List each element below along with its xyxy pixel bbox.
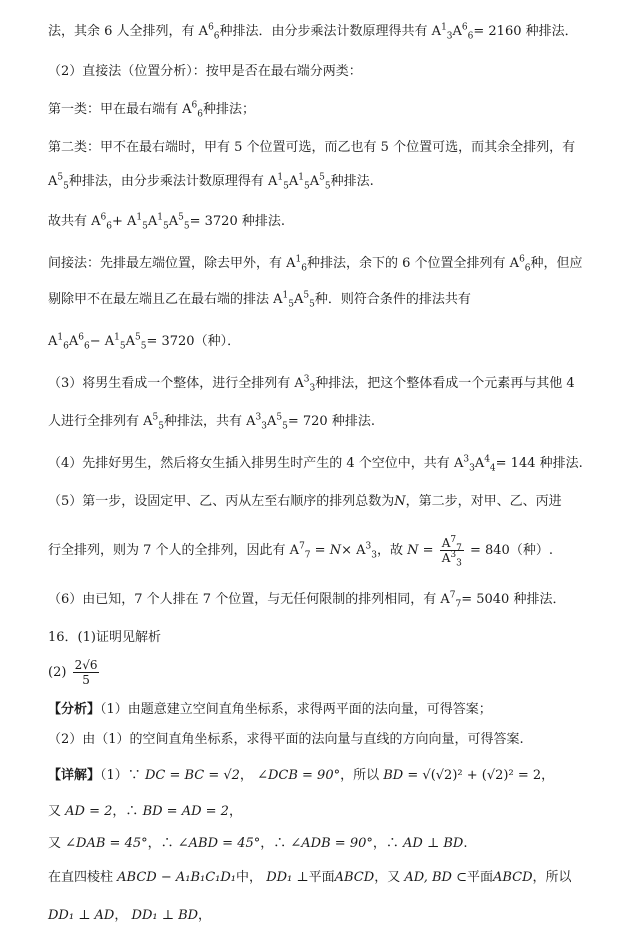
sup: 1 xyxy=(441,22,447,33)
text-seg: ， xyxy=(228,804,242,819)
math-expr: DC = BC = √2 xyxy=(144,768,240,783)
sup: 7 xyxy=(299,541,305,552)
text-line-6 xyxy=(48,212,610,232)
text-line-12 xyxy=(48,454,610,474)
sub: 5 xyxy=(119,341,126,352)
sub: 4 xyxy=(489,463,496,474)
sup: 1 xyxy=(282,290,289,301)
sub: 3 xyxy=(371,550,377,561)
text-line-1 xyxy=(48,22,610,42)
text-seg: A xyxy=(474,456,485,471)
text-line-8 xyxy=(48,290,610,310)
text-seg: A xyxy=(48,334,58,349)
text-seg: = 5040 种排法． xyxy=(461,592,566,607)
section-label: 【详解】 xyxy=(48,768,101,783)
math-expr: AD ⊥ BD xyxy=(403,836,464,851)
fraction-numerator: 2√6 xyxy=(74,658,98,672)
text-seg: 在直四棱柱 xyxy=(48,870,114,885)
text-line-19: （2）由（1）的空间直角坐标系，求得平面的法向量与直线的方向向量，可得答案. xyxy=(48,732,524,747)
text-seg: ，∴ xyxy=(260,836,287,851)
sub: 5 xyxy=(282,421,288,432)
text-seg: ，又 xyxy=(374,870,401,885)
sup: 3 xyxy=(450,550,457,560)
text-seg: = 2160 种排法． xyxy=(473,24,578,39)
text-seg: A xyxy=(168,214,179,229)
sup: 5 xyxy=(303,290,310,301)
text-line-4: 第二类：甲不在最右端时，甲有 5 个位置可选，而乙也有 5 个位置可选，而其余全排列，有 xyxy=(48,140,576,155)
text-seg: A xyxy=(288,174,299,189)
text-seg: 又 xyxy=(48,836,62,851)
text-seg: ，所以 xyxy=(532,870,572,885)
sub: 5 xyxy=(309,299,315,310)
sup: 1 xyxy=(136,212,143,223)
text-seg: 平面 xyxy=(466,870,493,885)
sub: 5 xyxy=(303,181,310,192)
text-line-22 xyxy=(48,834,610,854)
fraction-denominator: 5 xyxy=(82,673,90,687)
text-seg: 种，但应 xyxy=(530,256,583,271)
text-seg: = 840（种）. xyxy=(469,543,553,558)
math-expr: DD₁ ⊥ xyxy=(266,870,309,885)
sub: 7 xyxy=(455,599,462,610)
text-seg: （3）将男生看成一个整体，进行全排列有 A xyxy=(48,376,304,391)
sup: 4 xyxy=(484,454,490,465)
sup: 5 xyxy=(152,412,159,423)
text-seg: = 2， xyxy=(517,768,555,783)
math-expr: ∠ADB = 90° xyxy=(290,836,373,851)
sup: 1 xyxy=(298,172,304,183)
math-var: N xyxy=(407,543,419,558)
sup: 1 xyxy=(57,332,64,343)
text-seg: ，所以 xyxy=(340,768,380,783)
text-line-18 xyxy=(48,700,610,720)
sup: 7 xyxy=(450,535,457,545)
text-line-20 xyxy=(48,766,610,786)
text-seg: = 3720 种排法. xyxy=(189,214,285,229)
fraction-denominator: $A^3_3$ xyxy=(441,550,462,569)
text-seg: = 3720（种）． xyxy=(146,334,241,349)
fraction-numerator: $A^7_7$ xyxy=(441,535,462,554)
text-line-24 xyxy=(48,906,610,926)
sub: 3 xyxy=(446,31,453,42)
sup: 3 xyxy=(365,541,372,552)
math-expr: ∠DAB = 45° xyxy=(65,836,148,851)
sup: 1 xyxy=(295,254,302,265)
text-seg: ，故 xyxy=(376,543,403,558)
sup: 6 xyxy=(208,22,214,33)
fraction xyxy=(440,535,464,569)
text-seg: （6）由已知，7 个人排在 7 个位置，与无任何限制的排列相同，有 A xyxy=(48,592,450,607)
text-seg: 第一类：甲在最右端有 A xyxy=(48,102,192,117)
text-seg: − A xyxy=(89,334,115,349)
text-line-10 xyxy=(48,374,610,394)
sub: 6 xyxy=(83,341,90,352)
fraction xyxy=(73,658,100,687)
sup: 6 xyxy=(519,254,525,265)
sub: 5 xyxy=(283,181,289,192)
text-seg: . xyxy=(463,836,468,851)
section-label: 【分析】 xyxy=(48,702,101,717)
text-seg: = xyxy=(407,768,419,783)
text-seg: = xyxy=(422,543,434,558)
text-seg: （1）由题意建立空间直角坐标系，求得两平面的法向量，可得答案； xyxy=(100,702,492,717)
text-seg: 种排法； xyxy=(203,102,256,117)
sup: 5 xyxy=(276,412,283,423)
sub: 3 xyxy=(469,463,475,474)
text-seg: ，∴ xyxy=(112,804,139,819)
text-seg: 种排法．由分步乘法计数原理得共有 A xyxy=(219,24,442,39)
math-expr: DD₁ ⊥ AD xyxy=(48,908,115,923)
text-seg: 间接法：先排最左端位置，除去甲外，有 A xyxy=(48,256,296,271)
text-seg: ，∴ xyxy=(147,836,174,851)
text-seg: ，第二步，对甲、乙、丙进 xyxy=(405,494,562,509)
math-expr: ABCD − A₁B₁C₁D₁ xyxy=(117,870,237,885)
sub: 6 xyxy=(106,221,112,232)
text-seg: （1）∵ xyxy=(100,768,141,783)
sup: 1 xyxy=(114,332,120,343)
sub: 5 xyxy=(163,221,169,232)
text-seg: 法，其余 6 人全排列，有 A xyxy=(48,24,209,39)
sup: 6 xyxy=(78,332,84,343)
sup: 3 xyxy=(255,412,262,423)
text-seg: A xyxy=(48,174,58,189)
sub: 6 xyxy=(213,31,220,42)
math-expr: AD = 2 xyxy=(65,804,113,819)
text-seg: ， xyxy=(239,768,253,783)
sup: 6 xyxy=(100,212,107,223)
text-line-2: （2）直接法（位置分析）：按甲是否在最右端分两类： xyxy=(48,64,362,79)
text-seg: A xyxy=(309,174,320,189)
sub: 5 xyxy=(142,221,148,232)
text-line-13 xyxy=(48,492,610,512)
text-seg: (2) xyxy=(48,665,67,680)
text-seg: 种排法，把这个整体看成一个元素再与其他 4 xyxy=(315,376,575,391)
text-seg: = 720 种排法. xyxy=(287,414,375,429)
text-seg: 行全排列，则为 7 个人的全排列，因此有 A xyxy=(48,543,300,558)
sup: 1 xyxy=(277,172,284,183)
text-line-17 xyxy=(48,658,610,688)
text-seg: 种排法，共有 A xyxy=(164,414,256,429)
text-seg: = xyxy=(314,543,326,558)
sub: 5 xyxy=(63,181,69,192)
text-line-5 xyxy=(48,172,610,192)
sub: 6 xyxy=(467,31,474,42)
text-seg: （4）先排好男生，然后将女生插入排男生时产生的 4 个空位中，共有 A xyxy=(48,456,464,471)
text-seg: 剔除甲不在最左端且乙在最右端的排法 A xyxy=(48,292,283,307)
sup: 5 xyxy=(178,212,184,223)
text-line-9 xyxy=(48,332,610,352)
math-expr: ABCD xyxy=(334,870,375,885)
math-expr: ABCD xyxy=(492,870,533,885)
text-line-3 xyxy=(48,100,610,120)
text-line-14 xyxy=(48,535,610,569)
text-line-21 xyxy=(48,802,610,822)
math-var: N xyxy=(329,543,342,558)
text-seg: A xyxy=(267,414,277,429)
sup: 5 xyxy=(135,332,141,343)
sub: 3 xyxy=(309,383,316,394)
math-expr: BD = AD = 2 xyxy=(142,804,229,819)
text-seg: ， xyxy=(114,908,128,923)
sup: 3 xyxy=(303,374,310,385)
math-expr: AD, BD ⊂ xyxy=(404,870,467,885)
sub: 5 xyxy=(183,221,190,232)
sub: 3 xyxy=(261,421,267,432)
text-seg: A xyxy=(125,334,135,349)
text-seg: 人进行全排列有 A xyxy=(48,414,153,429)
sub: 5 xyxy=(324,181,331,192)
text-seg: A xyxy=(147,214,158,229)
text-line-11 xyxy=(48,412,610,432)
text-seg: 种排法. xyxy=(330,174,374,189)
sup: 1 xyxy=(157,212,164,223)
text-seg: A xyxy=(294,292,304,307)
math-expr: ∠DCB = 90° xyxy=(257,768,341,783)
text-seg: 种．则符合条件的排法共有 xyxy=(314,292,471,307)
sup: 7 xyxy=(449,590,456,601)
sub: 7 xyxy=(304,550,311,561)
text-seg: 又 xyxy=(48,804,62,819)
sub: 6 xyxy=(63,341,69,352)
text-seg: 故共有 A xyxy=(48,214,101,229)
math-expr: ∠ABD = 45° xyxy=(177,836,261,851)
text-line-16: 16．(1)证明见解析 xyxy=(48,630,161,645)
text-seg: = 144 种排法. xyxy=(495,456,583,471)
sub: 5 xyxy=(288,299,294,310)
text-line-23 xyxy=(48,868,610,888)
sub: 6 xyxy=(524,263,531,274)
sub: 5 xyxy=(158,421,164,432)
text-seg: （5）第一步，设固定甲、乙、丙从左至右顺序的排列总数为 xyxy=(48,494,395,509)
text-seg: 中， xyxy=(236,870,263,885)
sup: 6 xyxy=(461,22,468,33)
sup: 5 xyxy=(319,172,325,183)
sup: 6 xyxy=(191,100,198,111)
text-seg: 种排法，余下的 6 个位置全排列有 A xyxy=(307,256,520,271)
text-seg: ， xyxy=(198,908,212,923)
math-var: N xyxy=(394,494,406,509)
sub: 5 xyxy=(140,341,147,352)
text-seg: A xyxy=(452,24,462,39)
text-seg: 种排法，由分步乘法计数原理得有 A xyxy=(68,174,278,189)
math-expr: DD₁ ⊥ BD xyxy=(131,908,199,923)
text-seg: A xyxy=(68,334,79,349)
sub: 6 xyxy=(301,263,307,274)
sup: 5 xyxy=(57,172,64,183)
text-seg: ，∴ xyxy=(372,836,399,851)
text-seg: × A xyxy=(341,543,366,558)
sub: 3 xyxy=(456,558,462,569)
sub: 6 xyxy=(197,109,203,120)
text-line-15 xyxy=(48,590,610,610)
sup: 3 xyxy=(463,454,470,465)
text-seg: 平面 xyxy=(308,870,335,885)
text-line-7 xyxy=(48,254,610,274)
math-sqrt: √(√2)² + (√2)² xyxy=(422,768,514,783)
sub: 7 xyxy=(456,543,462,554)
text-seg: + A xyxy=(112,214,137,229)
math-var: BD xyxy=(383,768,404,783)
